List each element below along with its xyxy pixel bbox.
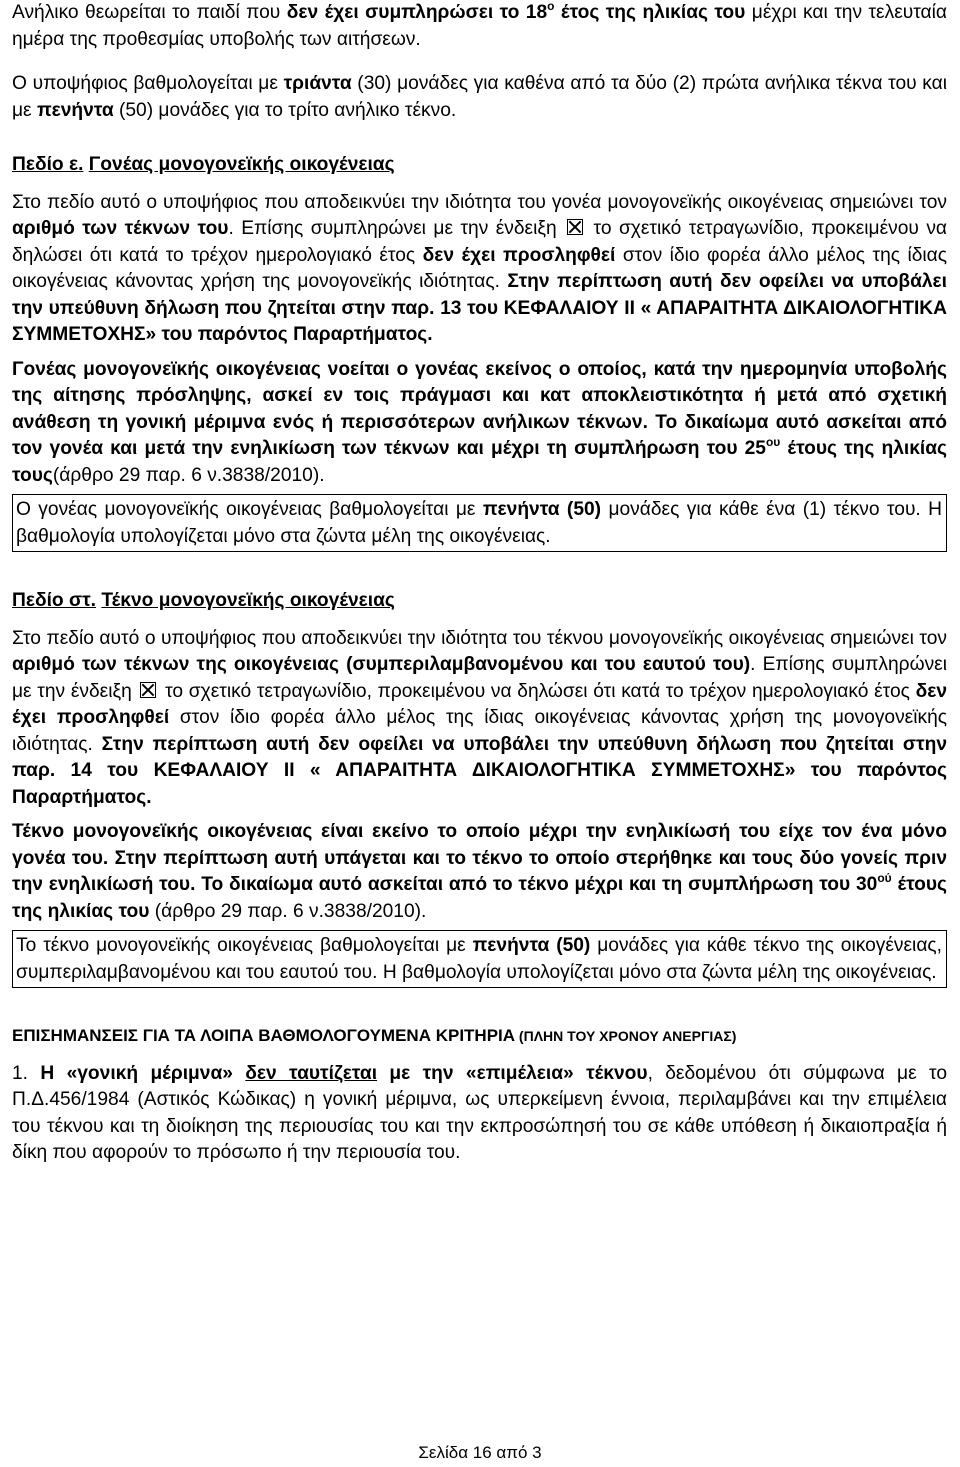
section-title: Γονέας μονογονεϊκής οικογένειας [88, 154, 395, 175]
section-e-heading [12, 152, 947, 179]
checkbox-x-icon [567, 219, 583, 235]
text: (άρθρο 29 παρ. 6 ν.3838/2010). [149, 900, 427, 922]
minor-scoring-paragraph [12, 71, 947, 124]
bold-text: δεν έχει προσληφθεί [12, 680, 947, 728]
bold-text: αριθμό των τέκνων του [12, 218, 229, 239]
document-page [12, 0, 947, 1167]
bold-text: έτους της ηλικίας τους [12, 438, 947, 486]
bold-text: με την «επιμέλεια» τέκνου [377, 1062, 648, 1084]
text: , δεδομένου ότι σύμφωνα με το Π.Δ.456/1984 (Αστικός Κώδικας) η γονική μέριμνα, ως υπερκείμενη έννοια, περιλαμβάνει και την επιμέλεια του τέκνου και τη διοίκηση της περιουσίας του και την εκπροσώπησή του σε κάθε υπόθεση ή δικαιοπραξία ή δίκη που αφορούν το πρόσωπο ή την περιουσία του. [12, 1062, 947, 1163]
text: το σχετικό τετραγωνίδιο, προκειμένου να δηλώσει ότι κατά το τρέχον ημερολογιακό έτος [12, 218, 948, 266]
section-st-heading [12, 588, 947, 615]
section-st-scoring-box [12, 930, 947, 988]
notes-heading-text: ΕΠΙΣΗΜΑΝΣΕΙΣ ΓΙΑ ΤΑ ΛΟΙΠΑ ΒΑΘΜΟΛΟΓΟΥΜΕΝΑ ΚΡΙΤΗΡΙΑ [12, 1026, 516, 1045]
text: Στο πεδίο αυτό ο υποψήφιος που αποδεικνύει την ιδιότητα του τέκνου μονογονεϊκής οικογένειας σημειώνει τον [12, 627, 947, 649]
bold-text: Η «γονική μέριμνα» [40, 1062, 246, 1084]
text: (30) μονάδες για καθένα από τα δύο (2) πρώτα ανήλικα τέκνα του και με [12, 73, 947, 121]
text: Ανήλικο θεωρείται το παιδί που [12, 2, 287, 23]
section-title: Τέκνο μονογονεϊκής οικογένειας [101, 590, 395, 611]
bold-text: δεν έχει προσληφθεί [422, 244, 616, 266]
notes-heading [12, 1023, 947, 1050]
bold-underlined-text: δεν ταυτίζεται [245, 1062, 378, 1084]
text: . Επίσης συμπληρώνει με την ένδειξη [12, 654, 947, 702]
note-1-paragraph [12, 1061, 947, 1167]
text: Το τέκνο μονογονεϊκής οικογένειας βαθμολογείται με [16, 935, 473, 956]
bold-text: πενήντα [36, 99, 114, 121]
text: Ο γονέας μονογονεϊκής οικογένειας βαθμολογείται με [16, 499, 483, 520]
bold-text: πενήντα (50) [482, 499, 602, 520]
text: (άρθρο 29 παρ. 6 ν.3838/2010). [52, 464, 325, 486]
section-st-paragraph-1 [12, 626, 947, 812]
bold-text: Στην περίπτωση αυτή δεν οφείλει να υποβάλει την υπεύθυνη δήλωση που ζητείται στην παρ. 14 του ΚΕΦΑΛΑΙΟΥ ΙΙ « ΑΠΑΡΑΙΤΗΤΑ ΔΙΚΑΙΟΛΟΓΗΤΙΚΑ ΣΥΜΜΕΤΟΧΗΣ» του παρόντος Παραρτήματος. [12, 733, 947, 808]
text: στον ίδιο φορέα άλλο μέλος της ίδιας οικογένειας κάνοντας χρήση της μονογονεϊκής ιδιότητας. [12, 244, 947, 292]
section-e-scoring-box [12, 494, 947, 552]
section-label: Πεδίο στ. [12, 590, 97, 611]
text: το σχετικό τετραγωνίδιο, προκειμένου να δηλώσει ότι κατά το τρέχον ημερολογιακό έτος [159, 680, 916, 702]
checkbox-x-icon [140, 682, 156, 698]
text: Ο υποψήφιος βαθμολογείται με [12, 73, 284, 94]
bold-text: τριάντα [283, 73, 352, 94]
bold-text: Στην περίπτωση αυτή δεν οφείλει να υποβάλει την υπεύθυνη δήλωση που ζητείται στην παρ. 13 του ΚΕΦΑΛΑΙΟΥ ΙΙ « ΑΠΑΡΑΙΤΗΤΑ ΔΙΚΑΙΟΛΟΓΗΤΙΚΑ ΣΥΜΜΕΤΟΧΗΣ» του παρόντος Παραρτήματος. [12, 271, 947, 345]
text: μέχρι και την τελευταία ημέρα της προθεσμίας υποβολής των αιτήσεων. [12, 2, 948, 50]
text: μονάδες για κάθε τέκνο της οικογένειας, συμπεριλαμβανομένου και του εαυτού του. Η βαθμολογία υπολογίζεται μόνο στα ζώντα μέλη της οικογένειας. [16, 935, 942, 983]
bold-text: Γονέας μονογονεϊκής οικογένειας νοείται ο γονέας εκείνος ο οποίος, κατά την ημερομηνία υποβολής της αίτησης πρόσληψης, ασκεί εν τοις πράγμασι και κατ αποκλειστικότητα ή μετά από σχετική ανάθεση τη γονική μέριμνα ενός ή περισσότερων ανήλικων τέκνων. Το δικαίωμα αυτό ασκείται από τον γονέα και μετά την ενηλικίωση των τέκνων και μέχρι τη συμπλήρωση του 25 [12, 358, 947, 459]
text: στον ίδιο φορέα άλλο μέλος της ίδιας οικογένειας κάνοντας χρήση της μονογονεϊκής ιδιότητας. [12, 707, 948, 755]
text: Στο πεδίο αυτό ο υποψήφιος που αποδεικνύει την ιδιότητα του γονέα μονογονεϊκής οικογένειας σημειώνει τον [12, 191, 947, 213]
page-footer: Σελίδα 16 από 3 [418, 1443, 542, 1462]
text: . Επίσης συμπληρώνει με την ένδειξη [228, 218, 565, 239]
minor-definition-paragraph [12, 0, 947, 53]
superscript: ού [877, 871, 892, 885]
section-e-paragraph-1 [12, 190, 947, 349]
superscript: ο [547, 0, 555, 13]
section-st-paragraph-2 [12, 819, 947, 925]
notes-heading-small: (ΠΛΗΝ ΤΟΥ ΧΡΟΝΟΥ ΑΝΕΡΓΙΑΣ) [515, 1028, 737, 1044]
superscript: ου [765, 435, 781, 449]
text: μονάδες για κάθε ένα (1) τέκνο του. Η βαθμολογία υπολογίζεται μόνο στα ζώντα μέλη της οικογένειας. [16, 499, 943, 547]
text: (50) μονάδες για το τρίτο ανήλικο τέκνο. [113, 99, 457, 121]
bold-text: έτος της ηλικίας του [554, 2, 746, 23]
bold-text: έτους της ηλικίας του [12, 874, 948, 922]
bold-text: δεν έχει συμπληρώσει το 18 [286, 2, 548, 23]
bold-text: πενήντα (50) [472, 935, 591, 956]
list-number: 1. [12, 1062, 41, 1084]
section-e-paragraph-2 [12, 357, 947, 490]
bold-text: αριθμό των τέκνων της οικογένειας (συμπεριλαμβανομένου και του εαυτού του) [12, 654, 751, 675]
section-label: Πεδίο ε. [12, 154, 84, 175]
bold-text: Τέκνο μονογονεϊκής οικογένειας είναι εκείνο το οποίο μέχρι την ενηλικίωσή του είχε τον ένα μόνο γονέα του. Στην περίπτωση αυτή υπάγεται και το τέκνο το οποίο στερήθηκε και τους δύο γονείς πριν την ενηλικίωσή του. Το δικαίωμα αυτό ασκείται από το τέκνο μέχρι και τη συμπλήρωση του 30 [12, 821, 947, 895]
